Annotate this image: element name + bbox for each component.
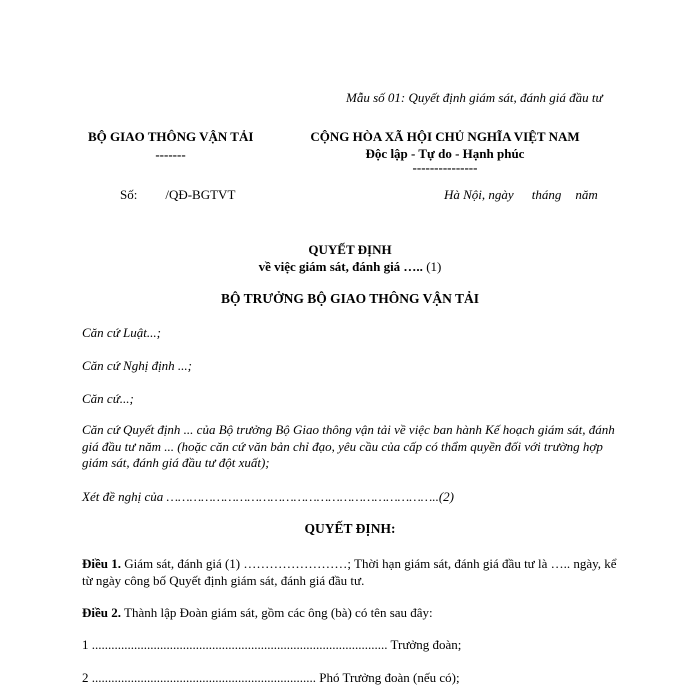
ministry-block bbox=[88, 129, 253, 163]
article-text: Thành lập Đoàn giám sát, gồm các ông (bà) có tên sau đây: bbox=[124, 605, 433, 620]
ministry-name: BỘ GIAO THÔNG VẬN TẢI bbox=[88, 129, 254, 144]
proposal-line: Xét đề nghị của ……………………………………………………………..(2) bbox=[82, 489, 454, 504]
month-word: tháng bbox=[531, 187, 562, 202]
template-note: Mẫu số 01: Quyết định giám sát, đánh giá đầu tư bbox=[346, 90, 603, 105]
article-label: Điều 1. bbox=[82, 556, 121, 571]
subtitle-note: (1) bbox=[426, 259, 442, 274]
subtitle-text: về việc giám sát, đánh giá ….. bbox=[258, 259, 423, 274]
issuing-authority: BỘ TRƯỞNG BỘ GIAO THÔNG VẬN TẢI bbox=[220, 291, 480, 306]
place-date bbox=[444, 187, 598, 203]
place-label: Hà Nội, ngày bbox=[444, 187, 514, 202]
basis-other: Căn cứ...; bbox=[82, 391, 134, 406]
ministry-rule: ------- bbox=[155, 147, 186, 162]
decision-title: QUYẾT ĐỊNH bbox=[308, 242, 392, 257]
national-header bbox=[300, 129, 590, 176]
member-line-2: 2 ..................................................................... Phó Trưởng đoàn (nếu có); bbox=[82, 670, 460, 685]
basis-decision: Căn cứ Quyết định ... của Bộ trưởng Bộ Giao thông vận tải về việc ban hành Kế hoạch giám sát, đánh giá đầu tư năm ... (hoặc căn cứ văn bản chỉ đạo, yêu cầu của cấp có thẩm quyền đối với trường hợp giám sát, đánh giá đầu tư đột xuất); bbox=[82, 422, 615, 470]
basis-law: Căn cứ Luật...; bbox=[82, 325, 161, 340]
article-2 bbox=[82, 604, 622, 621]
decision-subtitle bbox=[0, 259, 700, 275]
document-number bbox=[120, 187, 235, 203]
article-1 bbox=[82, 555, 622, 589]
article-label: Điều 2. bbox=[82, 605, 121, 620]
national-motto: Độc lập - Tự do - Hạnh phúc bbox=[365, 146, 525, 161]
decides-heading: QUYẾT ĐỊNH: bbox=[304, 521, 396, 536]
number-code: /QĐ-BGTVT bbox=[165, 187, 236, 202]
basis-decree: Căn cứ Nghị định ...; bbox=[82, 358, 193, 373]
year-word: năm bbox=[575, 187, 598, 202]
article-text: Giám sát, đánh giá (1) ……………………; Thời hạn giám sát, đánh giá đầu tư là ….. ngày, kể từ ngày công bố Quyết định giám sát, đánh giá đầu tư. bbox=[82, 556, 617, 588]
number-label: Số: bbox=[120, 187, 138, 202]
motto-rule: --------------- bbox=[412, 160, 478, 175]
country-name: CỘNG HÒA XÃ HỘI CHỦ NGHĨA VIỆT NAM bbox=[310, 129, 580, 144]
member-line-1: 1 ........................................................................................... Trưởng đoàn; bbox=[82, 637, 462, 652]
